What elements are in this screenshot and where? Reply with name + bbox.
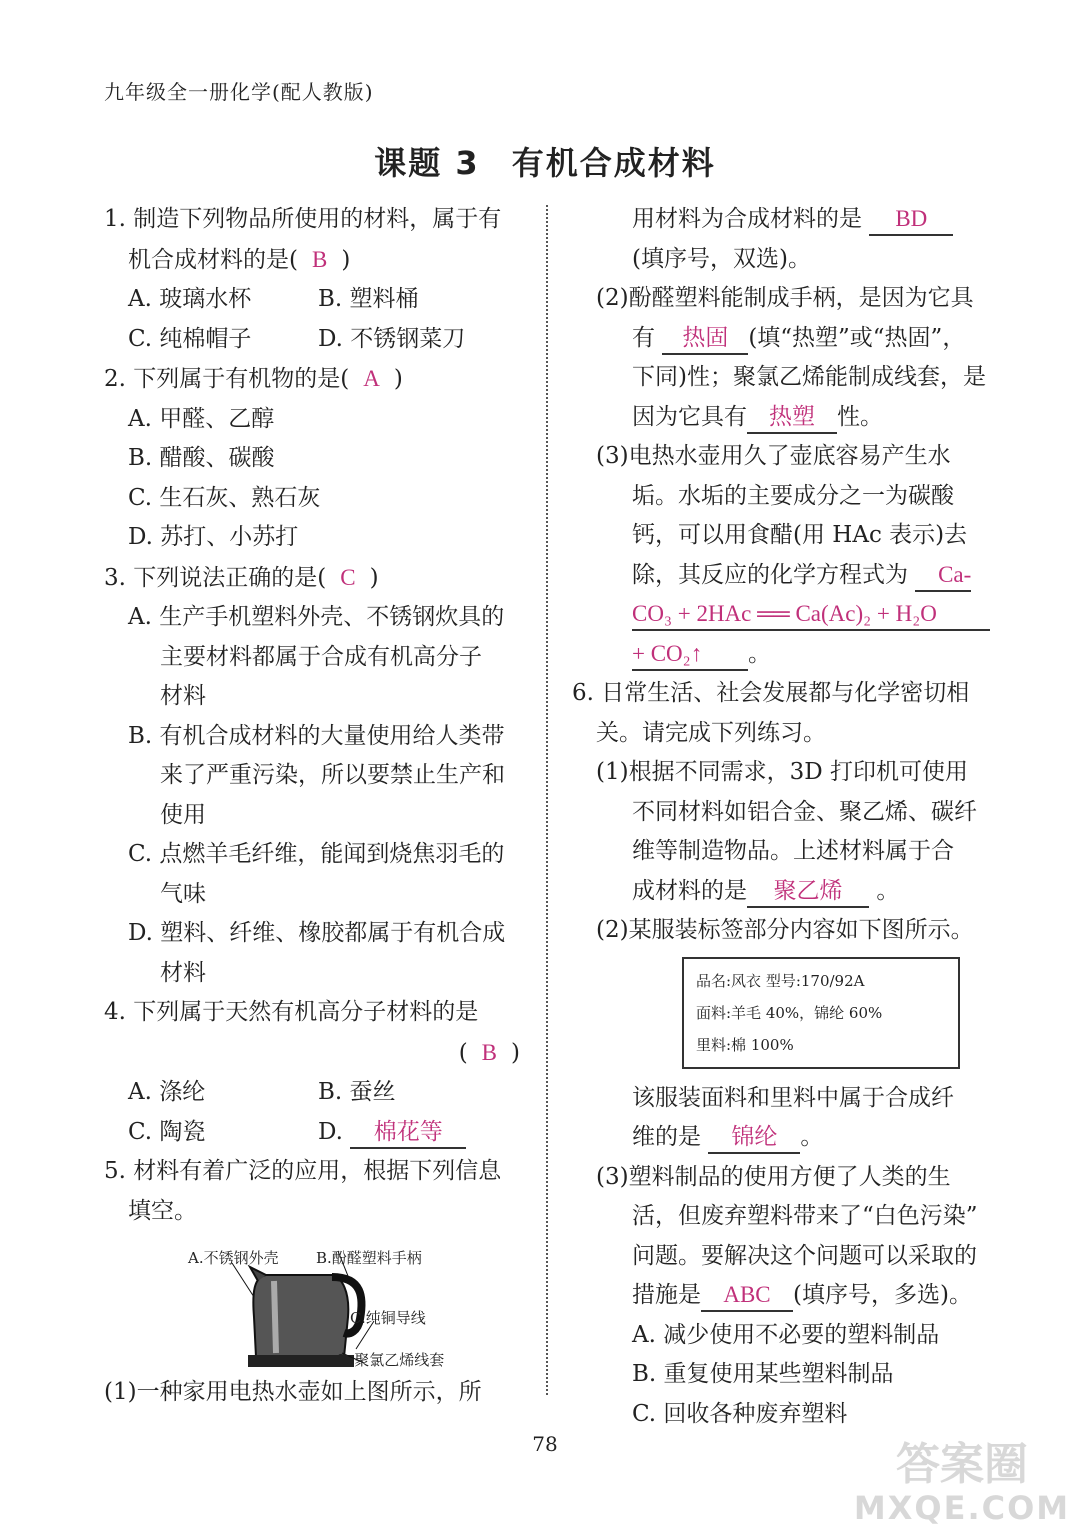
q2-option-b: B. 醋酸、碳酸 [128, 445, 275, 471]
kettle-label-a: A.不锈钢外壳 [188, 1249, 279, 1267]
q4-answer-line: ( B ) [458, 1039, 520, 1066]
question-1 [104, 200, 524, 359]
q6-option-a: A. 减少使用不必要的塑料制品 [632, 1321, 940, 1348]
q5-part2-answer1: 热固 [662, 323, 748, 355]
q6-part3-answer: ABC [701, 1280, 793, 1312]
q3-option-d-line1: D. 塑料、纤维、橡胶都属于有机合成 [128, 920, 506, 946]
q5-stem-line2: 填空。 [128, 1197, 197, 1224]
q4-option-c: C. 陶瓷 [128, 1118, 206, 1145]
q2-answer: A [363, 366, 380, 391]
q5-part2-line1: (2)酚醛塑料能制成手柄，是因为它具 [596, 285, 974, 311]
q5-equation-line2 [572, 595, 992, 635]
q1-stem-line2 [104, 240, 524, 281]
q3-answer: C [340, 564, 356, 590]
q3-option-c-line1: C. 点燃羊毛纤维，能闻到烧焦羽毛的 [128, 841, 505, 867]
q5-part3-line1: (3)电热水壶用久了壶底容易产生水 [596, 443, 951, 469]
kettle-figure [104, 1237, 524, 1369]
clothing-label-line1: 品名:风衣 型号:170/92A [696, 971, 865, 990]
q5-part1-line2 [572, 200, 992, 240]
q2-option-a: A. 甲醛、乙醇 [128, 405, 275, 432]
clothing-label-box [682, 957, 960, 1069]
q6-part2-answer: 锦纶 [708, 1122, 800, 1154]
q6-part1-text: 成材料的是 [632, 877, 747, 904]
q6-part3-text: 措施是 [632, 1282, 701, 1308]
kettle-label-c: C.纯铜导线 [350, 1309, 426, 1327]
q5-part2-answer2: 热塑 [747, 402, 837, 434]
q5-part3-line3: 钙，可以用食醋(用 HAc 表示)去 [632, 522, 968, 548]
question-2 [104, 359, 524, 558]
q6-part1-line4 [572, 872, 992, 912]
q1-stem-close: ) [341, 246, 351, 273]
q4-options-row2 [104, 1113, 524, 1153]
q5-part3-line2: 垢。水垢的主要成分之一为碳酸 [632, 482, 954, 509]
q5-equation-part2: CO₃ + 2HAc ══ Ca(Ac)₂ + H₂O [632, 599, 990, 631]
q2-stem-text: 2. 下列属于有机物的是( [104, 366, 350, 392]
book-header: 九年级全一册化学(配人教版) [104, 80, 374, 104]
q6-part3-line1: (3)塑料制品的使用方便了人类的生 [596, 1163, 951, 1190]
page-number: 78 [532, 1432, 558, 1456]
q5-equation-line3 [572, 635, 992, 675]
q3-stem-close: ) [369, 564, 379, 591]
q5-part3-end: 。 [748, 640, 771, 667]
q5-part2-text: 有 [632, 324, 655, 351]
q5-part2-hint: (填“热塑”或“热固”， [748, 324, 966, 351]
q3-option-c-line2: 气味 [160, 880, 206, 907]
q6-part3-line2: 活，但废弃塑料带来了“白色污染” [632, 1203, 978, 1229]
q1-options-row1 [104, 280, 524, 320]
lesson-number: 课题 3 [374, 144, 480, 182]
q5-part2-end: 性。 [837, 403, 883, 430]
q4-options-row1 [104, 1073, 524, 1113]
q6-stem-line2: 关。请完成下列练习。 [596, 719, 826, 746]
q3-stem-text: 3. 下列说法正确的是( [104, 564, 327, 591]
q6-part1-line1: (1)根据不同需求，3D 打印机可使用 [596, 759, 968, 785]
q5-part2-text2: 因为它具有 [632, 403, 747, 430]
q5-part2-line4 [572, 398, 992, 438]
q6-part3-line3: 问题。要解决这个问题可以采取的 [632, 1242, 977, 1269]
q5-part1-answer: BD [869, 204, 953, 236]
left-column [104, 200, 524, 1413]
clothing-label-line3: 里料:棉 100% [696, 1035, 794, 1054]
q3-option-a-line1: A. 生产手机塑料外壳、不锈钢炊具的 [128, 604, 505, 630]
question-5 [104, 1152, 524, 1413]
q1-option-a: A. 玻璃水杯 [128, 286, 252, 312]
right-column [572, 200, 992, 1434]
q6-part2-line2: 该服装面料和里料中属于合成纤 [632, 1084, 954, 1111]
q1-options-row2 [104, 320, 524, 360]
q4-option-b: B. 蚕丝 [318, 1079, 396, 1105]
lesson-title [0, 138, 1090, 184]
lesson-name: 有机合成材料 [511, 144, 716, 182]
column-divider [546, 205, 548, 1395]
q5-part3-line4 [572, 556, 992, 596]
q2-option-d: D. 苏打、小苏打 [128, 524, 299, 550]
watermark-line2: MXQE.COM [853, 1489, 1071, 1527]
q1-option-d: D. 不锈钢菜刀 [318, 325, 466, 352]
q5-equation-part3: + CO₂↑ [632, 639, 748, 671]
q5-stem-line1: 5. 材料有着广泛的应用，根据下列信息 [104, 1158, 502, 1184]
watermark-logo [852, 1440, 1072, 1530]
question-3 [104, 558, 524, 994]
watermark-line1: 答案圈 [896, 1439, 1028, 1490]
q3-option-a-line2: 主要材料都属于合成有机高分子 [160, 643, 482, 670]
q6-part2-line3 [572, 1118, 992, 1158]
q3-option-b-line2: 来了严重污染，所以要禁止生产和 [160, 762, 505, 788]
q5-part1-line1: (1)一种家用电热水壶如上图所示，所 [104, 1379, 482, 1405]
q6-part1-end: 。 [876, 877, 900, 904]
kettle-label-b: B.酚醛塑料手柄 [316, 1249, 422, 1267]
q6-option-b: B. 重复使用某些塑料制品 [632, 1361, 894, 1387]
q1-stem-text: 机合成材料的是( [128, 246, 298, 273]
q6-part3-hint: (填序号，多选)。 [793, 1282, 972, 1308]
q3-option-b-line3: 使用 [160, 801, 206, 828]
q4-stem: 4. 下列属于天然有机高分子材料的是 [104, 999, 479, 1025]
q6-part1-line3: 维等制造物品。上述材料属于合 [632, 838, 954, 864]
q2-stem [104, 359, 524, 400]
q3-stem [104, 558, 524, 599]
q6-part2-line1: (2)某服装标签部分内容如下图所示。 [596, 917, 974, 943]
q3-option-d-line2: 材料 [160, 959, 206, 986]
question-4 [104, 993, 524, 1152]
q3-option-b-line1: B. 有机合成材料的大量使用给人类带 [128, 722, 505, 749]
q6-part1-answer: 聚乙烯 [747, 876, 869, 908]
q5-part2-line3: 下同)性；聚氯乙烯能制成线套，是 [632, 364, 986, 390]
q4-option-d-blank: 棉花等 [350, 1117, 466, 1149]
q6-stem-line1: 6. 日常生活、社会发展都与化学密切相 [572, 680, 970, 706]
q6-part1-line2: 不同材料如铝合金、聚乙烯、碳纤 [632, 798, 977, 825]
q6-part3-line4 [572, 1276, 992, 1316]
q2-option-c: C. 生石灰、熟石灰 [128, 484, 321, 511]
q1-option-c: C. 纯棉帽子 [128, 325, 252, 352]
q6-part2-end: 。 [800, 1124, 824, 1150]
q1-option-b: B. 塑料桶 [318, 286, 419, 312]
q2-stem-close: ) [393, 366, 403, 392]
kettle-label-d: D.聚氯乙烯线套 [338, 1351, 445, 1369]
q5-part2-line2 [572, 319, 992, 359]
q4-option-d: D. [318, 1118, 343, 1145]
q4-answer: B [481, 1039, 498, 1065]
q5-part3-text: 除，其反应的化学方程式为 [632, 561, 908, 588]
q3-option-a-line3: 材料 [160, 683, 206, 709]
q4-option-a: A. 涤纶 [128, 1079, 206, 1105]
q6-part2-text: 维的是 [632, 1124, 701, 1150]
q5-equation-part1: Ca- [915, 560, 971, 592]
q1-stem-line1: 1. 制造下列物品所使用的材料，属于有 [104, 206, 502, 232]
q6-option-c: C. 回收各种废弃塑料 [632, 1400, 848, 1427]
q5-part1-text: 用材料为合成材料的是 [632, 206, 862, 232]
clothing-label-line2: 面料:羊毛 40%，锦纶 60% [696, 1003, 883, 1022]
q5-part1-line3: (填序号，双选)。 [632, 245, 811, 272]
q1-answer: B [311, 246, 328, 272]
